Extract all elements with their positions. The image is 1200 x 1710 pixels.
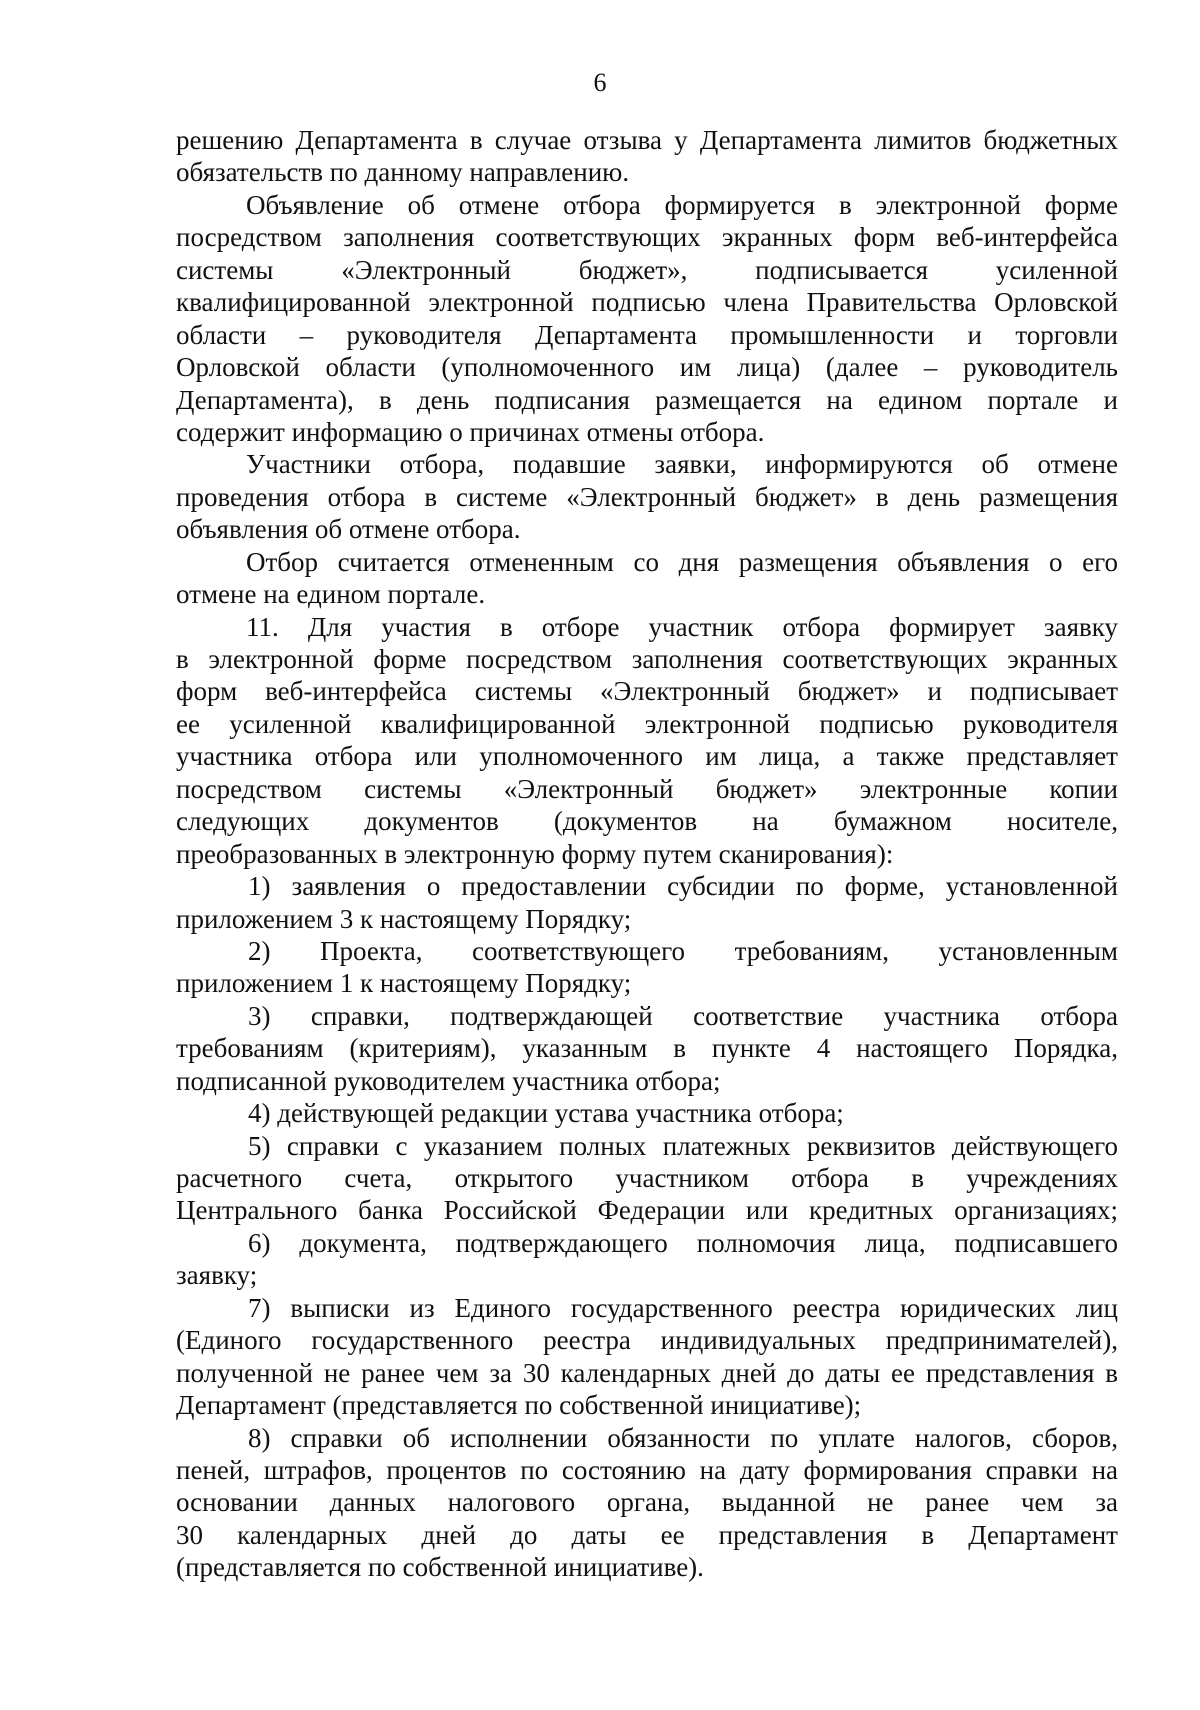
text-line: расчетного счета, открытого участником отбора в учреждениях: [176, 1163, 1118, 1193]
text-line: (Единого государственного реестра индивидуальных предпринимателей),: [176, 1325, 1118, 1356]
text-line: форм веб-интерфейса системы «Электронный бюджет» и подписывает: [176, 676, 1118, 707]
text-line: посредством системы «Электронный бюджет» электронные копии: [176, 773, 1118, 804]
text-line: отмене на едином портале.: [176, 579, 486, 610]
text-line: объявления об отмене отбора.: [176, 514, 521, 545]
text-line: следующих документов (документов на бумажном носителе,: [176, 806, 1118, 837]
text-line: содержит информацию о причинах отмены отбора.: [176, 416, 765, 447]
text-line: обязательств по данному направлению.: [176, 157, 630, 188]
text-line: Департамент (представляется по собственной инициативе);: [176, 1390, 862, 1421]
text-line: Объявление об отмене отбора формируется в электронной форме: [246, 189, 1118, 220]
text-line: посредством заполнения соответствующих экранных форм веб-интерфейса: [176, 222, 1118, 253]
text-line: Участники отбора, подавшие заявки, информируются об отмене: [246, 449, 1118, 480]
list-item-line: 7) выписки из Единого государственного реестра юридических лиц: [248, 1292, 1118, 1323]
text-line: области – руководителя Департамента промышленности и торговли: [176, 319, 1118, 350]
list-item-line: 1) заявления о предоставлении субсидии по форме, установленной: [248, 871, 1118, 902]
text-line: приложением 1 к настоящему Порядку;: [176, 968, 632, 999]
text-line: 11. Для участия в отборе участник отбора формирует заявку: [246, 611, 1118, 642]
text-line: участника отбора или уполномоченного им лица, а также представляет: [176, 741, 1118, 772]
text-line: пеней, штрафов, процентов по состоянию на дату формирования справки на: [176, 1454, 1118, 1485]
text-line: квалифицированной электронной подписью члена Правительства Орловской: [176, 287, 1118, 318]
list-item-line: 4) действующей редакции устава участника отбора;: [248, 1098, 844, 1129]
text-line: приложением 3 к настоящему Порядку;: [176, 903, 632, 934]
text-line: решению Департамента в случае отзыва у Департамента лимитов бюджетных: [176, 125, 1118, 155]
text-line: ее усиленной квалифицированной электронной подписью руководителя: [176, 708, 1118, 739]
text-line: 30 календарных дней до даты ее представления в Департамент: [176, 1519, 1118, 1550]
text-line: заявку;: [176, 1260, 258, 1291]
document-body: [176, 124, 1118, 1584]
text-line: в электронной форме посредством заполнения соответствующих экранных: [176, 644, 1118, 674]
text-line: полученной не ранее чем за 30 календарных дней до даты ее представления в: [176, 1357, 1118, 1388]
text-line: преобразованных в электронную форму путем сканирования):: [176, 838, 894, 869]
text-line: подписанной руководителем участника отбора;: [176, 1065, 721, 1096]
text-line: (представляется по собственной инициативе).: [176, 1552, 704, 1583]
list-item-line: 3) справки, подтверждающей соответствие участника отбора: [248, 1000, 1118, 1031]
text-line: требованиям (критериям), указанным в пункте 4 настоящего Порядка,: [176, 1033, 1118, 1064]
list-item-line: 5) справки с указанием полных платежных реквизитов действующего: [248, 1130, 1118, 1161]
text-line: Департамента), в день подписания размещается на едином портале и: [176, 384, 1118, 415]
page-number: 6: [593, 68, 607, 97]
list-item-line: 6) документа, подтверждающего полномочия лица, подписавшего: [248, 1227, 1118, 1258]
text-line: Отбор считается отмененным со дня размещения объявления о его: [246, 546, 1118, 577]
text-line: Орловской области (уполномоченного им лица) (далее – руководитель: [176, 352, 1118, 383]
list-item-line: 8) справки об исполнении обязанности по уплате налогов, сборов,: [248, 1422, 1118, 1453]
text-line: Центрального банка Российской Федерации или кредитных организациях;: [176, 1195, 1118, 1226]
text-line: системы «Электронный бюджет», подписывается усиленной: [176, 254, 1118, 285]
list-item-line: 2) Проекта, соответствующего требованиям, установленным: [248, 935, 1118, 966]
text-line: проведения отбора в системе «Электронный бюджет» в день размещения: [176, 481, 1118, 512]
text-line: основании данных налогового органа, выданной не ранее чем за: [176, 1487, 1118, 1518]
